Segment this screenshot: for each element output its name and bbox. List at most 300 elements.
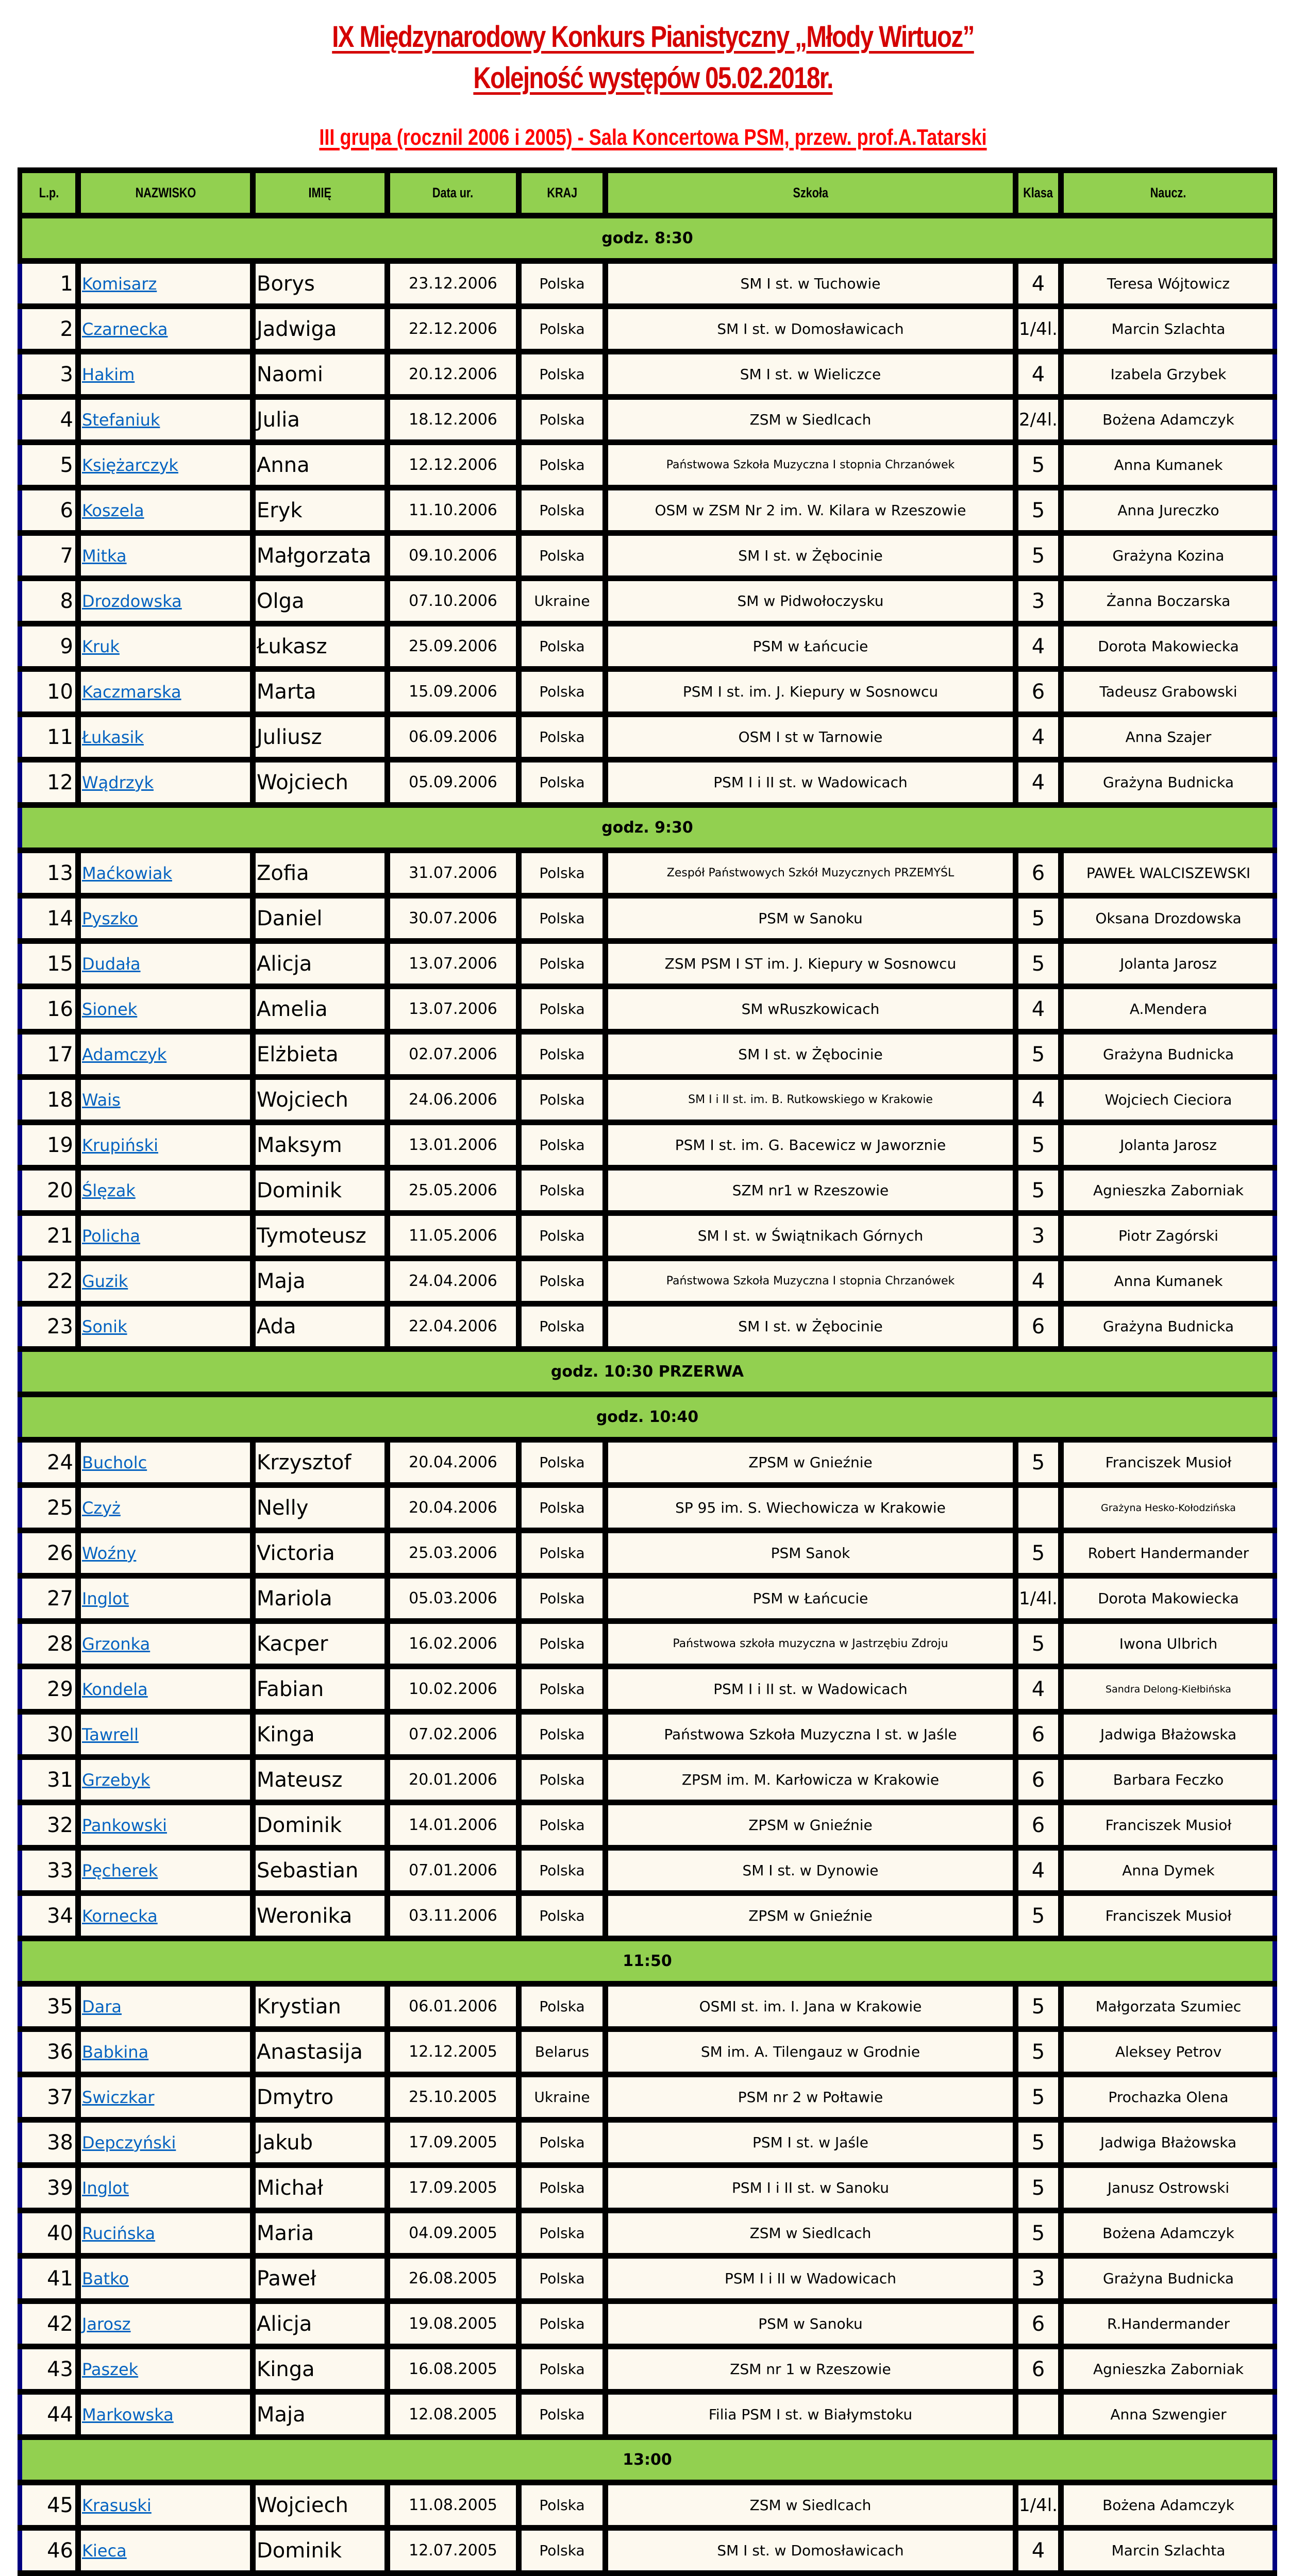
cell-nauczyciel-text: Sandra Delong-Kiełbińska: [1106, 1683, 1231, 1695]
surname-link[interactable]: Grzonka: [82, 1634, 150, 1654]
cell-szkola: [608, 2032, 1013, 2072]
cell-szkola: [608, 400, 1013, 439]
cell-klasa-text: 5: [1031, 1133, 1045, 1157]
cell-klasa: [1018, 717, 1058, 757]
cell-data-ur: [390, 1669, 516, 1709]
surname-link[interactable]: Wais: [82, 1090, 121, 1110]
cell-imie-text: Marta: [257, 680, 316, 704]
cell-nazwisko: [81, 309, 250, 349]
cell-nazwisko: [81, 853, 250, 893]
cell-data-ur-text: 13.07.2006: [409, 955, 497, 973]
header-data: Data ur.: [390, 173, 516, 213]
cell-nauczyciel-text: Grażyna Budnicka: [1103, 774, 1234, 791]
section-label: godz. 10:30 PRZERWA: [22, 1352, 1272, 1392]
cell-lp: [22, 2213, 75, 2253]
cell-klasa-text: 5: [1031, 952, 1045, 976]
surname-link[interactable]: Koszela: [82, 500, 144, 520]
cell-kraj-text: Polska: [539, 683, 585, 700]
cell-klasa-text: 1/4l.: [1019, 1588, 1058, 1609]
cell-kraj: [522, 1443, 602, 1482]
surname-link[interactable]: Paszek: [82, 2359, 139, 2379]
table-row: [18, 445, 1277, 490]
cell-nauczyciel: [1064, 1171, 1273, 1210]
cell-klasa: [1018, 1443, 1058, 1482]
cell-szkola: [608, 1307, 1013, 1346]
cell-lp-text: 44: [47, 2402, 73, 2427]
table-row: [18, 536, 1277, 581]
cell-kraj-text: Polska: [539, 1771, 585, 1788]
cell-kraj-text: Polska: [539, 910, 585, 927]
cell-kraj: [522, 536, 602, 575]
surname-link[interactable]: Pankowski: [82, 1815, 167, 1835]
surname-link[interactable]: Depczyński: [82, 2132, 176, 2153]
cell-nazwisko: [81, 1760, 250, 1800]
cell-klasa: [1018, 1035, 1058, 1074]
cell-nauczyciel-text: Agnieszka Zaborniak: [1093, 1182, 1244, 1199]
cell-imie: [256, 1715, 384, 1754]
cell-lp-text: 45: [47, 2493, 73, 2517]
cell-data-ur: [390, 672, 516, 711]
cell-imie-text: Weronika: [257, 1904, 353, 1928]
cell-nauczyciel: [1064, 1805, 1273, 1845]
cell-szkola: [608, 1624, 1013, 1664]
table-row: [18, 1851, 1277, 1896]
cell-szkola: [608, 2304, 1013, 2344]
cell-lp: [22, 1760, 75, 1800]
surname-link[interactable]: Batko: [82, 2268, 129, 2289]
cell-data-ur: [390, 264, 516, 303]
table-row: [18, 672, 1277, 717]
cell-klasa: [1018, 2349, 1058, 2389]
table-row: [18, 1488, 1277, 1533]
cell-klasa: [1018, 1125, 1058, 1165]
cell-lp: [22, 1216, 75, 1256]
cell-nazwisko: [81, 1987, 250, 2026]
cell-klasa: [1018, 1261, 1058, 1301]
header-imie: IMIĘ: [256, 173, 384, 213]
cell-imie: [256, 899, 384, 938]
table-row: [18, 1171, 1277, 1216]
cell-imie: [256, 1851, 384, 1890]
cell-kraj-text: Polska: [539, 955, 585, 972]
cell-nazwisko: [81, 1080, 250, 1120]
surname-link[interactable]: Komisarz: [82, 274, 157, 294]
table-row: [18, 2395, 1277, 2440]
cell-nauczyciel-text: Oksana Drozdowska: [1095, 910, 1242, 927]
cell-nazwisko: [81, 2485, 250, 2525]
cell-lp: [22, 1805, 75, 1845]
cell-klasa: [1018, 2485, 1058, 2525]
cell-kraj-text: Polska: [539, 2406, 585, 2423]
surname-link[interactable]: Drozdowska: [82, 591, 182, 611]
cell-lp: [22, 1261, 75, 1301]
cell-imie-text: Łukasz: [257, 634, 327, 658]
cell-lp: [22, 2349, 75, 2389]
cell-nazwisko: [81, 1896, 250, 1936]
header-naucz: Naucz.: [1064, 173, 1273, 213]
cell-kraj: [522, 354, 602, 394]
cell-data-ur: [390, 1533, 516, 1573]
cell-nazwisko: [81, 1624, 250, 1664]
cell-szkola-text: ZSM w Siedlcach: [749, 2225, 872, 2242]
cell-data-ur: [390, 2077, 516, 2117]
cell-imie-text: Dominik: [257, 2538, 342, 2563]
cell-klasa-text: 5: [1031, 1904, 1045, 1928]
surname-link[interactable]: Grzebyk: [82, 1770, 150, 1790]
cell-klasa: [1018, 2032, 1058, 2072]
cell-klasa: [1018, 1579, 1058, 1618]
cell-nazwisko: [81, 762, 250, 802]
cell-imie: [256, 309, 384, 349]
cell-kraj-text: Polska: [539, 1137, 585, 1154]
cell-nauczyciel: [1064, 354, 1273, 394]
cell-klasa: [1018, 899, 1058, 938]
cell-klasa: [1018, 989, 1058, 1029]
cell-lp-text: 13: [47, 861, 73, 885]
cell-data-ur: [390, 1307, 516, 1346]
cell-data-ur: [390, 2349, 516, 2389]
cell-szkola: [608, 2213, 1013, 2253]
cell-kraj: [522, 1171, 602, 1210]
cell-klasa-text: 5: [1031, 1541, 1045, 1565]
cell-klasa: [1018, 309, 1058, 349]
cell-lp-text: 24: [47, 1450, 73, 1475]
cell-klasa-text: 5: [1031, 498, 1045, 522]
cell-imie: [256, 1080, 384, 1120]
cell-data-ur-text: 18.12.2006: [409, 411, 497, 429]
cell-imie-text: Dominik: [257, 1813, 342, 1837]
cell-klasa-text: 4: [1031, 272, 1045, 296]
cell-imie-text: Kinga: [257, 2357, 315, 2381]
surname-link[interactable]: Czarnecka: [82, 319, 168, 339]
cell-kraj: [522, 1488, 602, 1528]
cell-nauczyciel: [1064, 989, 1273, 1029]
cell-szkola: [608, 581, 1013, 621]
cell-data-ur-text: 22.04.2006: [409, 1317, 497, 1335]
cell-nauczyciel: [1064, 2077, 1273, 2117]
surname-link[interactable]: Babkina: [82, 2042, 149, 2062]
cell-lp-text: 40: [47, 2221, 73, 2245]
cell-nauczyciel: [1064, 2349, 1273, 2389]
cell-klasa-text: 5: [1031, 2085, 1045, 2109]
cell-kraj: [522, 445, 602, 485]
cell-szkola: [608, 2123, 1013, 2162]
header-lp: L.p.: [22, 173, 75, 213]
cell-nazwisko: [81, 445, 250, 485]
cell-kraj-text: Polska: [539, 1590, 585, 1607]
surname-link[interactable]: Maćkowiak: [82, 863, 172, 883]
table-row: [18, 2531, 1277, 2576]
surname-link[interactable]: Sonik: [82, 1316, 127, 1336]
cell-nauczyciel-text: Grażyna Hesko-Kołodzińska: [1101, 1502, 1236, 1514]
cell-imie-text: Olga: [257, 589, 305, 613]
cell-szkola-text: PSM Sanok: [771, 1545, 850, 1562]
cell-imie: [256, 944, 384, 984]
cell-kraj-text: Polska: [539, 1182, 585, 1199]
surname-link[interactable]: Guzik: [82, 1271, 128, 1291]
cell-szkola-text: Zespół Państwowych Szkół Muzycznych PRZEMYŚL: [666, 867, 955, 879]
cell-imie: [256, 1125, 384, 1165]
cell-data-ur: [390, 899, 516, 938]
cell-klasa: [1018, 1216, 1058, 1256]
cell-nazwisko: [81, 944, 250, 984]
table-row: [18, 2168, 1277, 2213]
cell-szkola: [608, 762, 1013, 802]
table-row: [18, 581, 1277, 626]
cell-nazwisko: [81, 264, 250, 303]
cell-nauczyciel: [1064, 1307, 1273, 1346]
surname-link[interactable]: Czyż: [82, 1498, 121, 1518]
cell-kraj-text: Polska: [539, 2315, 585, 2332]
cell-lp: [22, 899, 75, 938]
cell-kraj: [522, 1805, 602, 1845]
cell-lp-text: 42: [47, 2312, 73, 2336]
cell-szkola-text: PSM I i II w Wadowicach: [724, 2270, 897, 2287]
table-body: [18, 218, 1277, 2576]
cell-kraj-text: Polska: [539, 638, 585, 655]
surname-link[interactable]: Policha: [82, 1226, 140, 1246]
cell-nazwisko: [81, 400, 250, 439]
cell-kraj: [522, 1579, 602, 1618]
table-row: [18, 2032, 1277, 2077]
table-row: [18, 2259, 1277, 2304]
surname-link[interactable]: Adamczyk: [82, 1044, 167, 1064]
cell-imie-text: Borys: [257, 272, 315, 296]
cell-szkola: [608, 2077, 1013, 2117]
cell-lp-text: 6: [60, 498, 73, 522]
cell-szkola: [608, 672, 1013, 711]
cell-klasa: [1018, 2168, 1058, 2208]
cell-nauczyciel-text: Aleksey Petrov: [1115, 2043, 1222, 2060]
cell-nauczyciel: [1064, 536, 1273, 575]
cell-imie: [256, 1171, 384, 1210]
table-row: [18, 354, 1277, 400]
cell-kraj: [522, 989, 602, 1029]
cell-kraj-text: Polska: [539, 1227, 585, 1244]
cell-nauczyciel: [1064, 944, 1273, 984]
cell-imie-text: Tymoteusz: [257, 1224, 366, 1248]
cell-data-ur: [390, 2395, 516, 2434]
cell-data-ur-text: 14.01.2006: [409, 1816, 497, 1834]
surname-link[interactable]: Kaczmarska: [82, 682, 181, 702]
cell-szkola: [608, 2259, 1013, 2298]
section-time-header: [18, 1352, 1277, 1397]
cell-klasa-text: 5: [1031, 1632, 1045, 1656]
cell-kraj: [522, 400, 602, 439]
surname-link[interactable]: Mitka: [82, 546, 127, 566]
cell-klasa: [1018, 1533, 1058, 1573]
cell-szkola-text: SM I st. w Dynowie: [742, 1862, 879, 1879]
cell-lp-text: 8: [60, 589, 73, 613]
surname-link[interactable]: Rucińska: [82, 2223, 156, 2243]
cell-kraj: [522, 1760, 602, 1800]
cell-imie: [256, 1488, 384, 1528]
cell-nauczyciel: [1064, 1488, 1273, 1528]
cell-nauczyciel-text: Anna Jureczko: [1117, 502, 1219, 519]
surname-link[interactable]: Pęcherek: [82, 1860, 158, 1880]
cell-data-ur: [390, 490, 516, 530]
cell-szkola-text: PSM I i II st. w Wadowicach: [713, 1681, 908, 1698]
cell-nauczyciel: [1064, 2259, 1273, 2298]
title-competition: IX Międzynarodowy Konkurs Pianistyczny „Młody Wirtuoz”: [332, 20, 974, 54]
cell-imie-text: Jakub: [257, 2130, 313, 2155]
surname-link[interactable]: Kieca: [82, 2540, 127, 2561]
surname-link[interactable]: Bucholc: [82, 1452, 147, 1472]
table-row: [18, 400, 1277, 445]
surname-link[interactable]: Kornecka: [82, 1906, 158, 1926]
cell-imie-text: Sebastian: [257, 1858, 359, 1883]
cell-nauczyciel: [1064, 1261, 1273, 1301]
cell-kraj: [522, 717, 602, 757]
cell-nauczyciel-text: A.Mendera: [1129, 1001, 1208, 1018]
cell-kraj-text: Polska: [539, 456, 585, 473]
cell-kraj-text: Polska: [539, 1046, 585, 1063]
cell-data-ur: [390, 2531, 516, 2570]
cell-data-ur-text: 24.04.2006: [409, 1272, 497, 1290]
surname-link[interactable]: Stefaniuk: [82, 410, 160, 430]
surname-link[interactable]: Krasuski: [82, 2495, 152, 2515]
cell-klasa-text: 2/4l.: [1019, 409, 1058, 430]
surname-link[interactable]: Markowska: [82, 2404, 174, 2425]
cell-kraj-text: Polska: [539, 320, 585, 337]
cell-klasa-text: 5: [1031, 2176, 1045, 2200]
cell-kraj: [522, 2531, 602, 2570]
cell-lp: [22, 490, 75, 530]
cell-nazwisko: [81, 1261, 250, 1301]
cell-nazwisko: [81, 1669, 250, 1709]
section-label: godz. 10:40: [22, 1397, 1272, 1437]
cell-kraj-text: Ukraine: [534, 2089, 590, 2106]
section-time-header: [18, 1941, 1277, 1987]
cell-nauczyciel-text: Jadwiga Błażowska: [1100, 1726, 1237, 1743]
cell-nazwisko: [81, 354, 250, 394]
surname-link[interactable]: Inglot: [82, 2178, 129, 2198]
cell-szkola: [608, 1760, 1013, 1800]
cell-lp: [22, 2123, 75, 2162]
cell-lp-text: 43: [47, 2357, 73, 2381]
cell-kraj: [522, 1533, 602, 1573]
cell-szkola: [608, 989, 1013, 1029]
cell-lp-text: 34: [47, 1904, 73, 1928]
cell-imie-text: Nelly: [257, 1496, 309, 1520]
cell-imie-text: Maksym: [257, 1133, 342, 1157]
cell-imie-text: Wojciech: [257, 2493, 348, 2517]
surname-link[interactable]: Inglot: [82, 1588, 129, 1608]
cell-data-ur: [390, 581, 516, 621]
table-row: [18, 626, 1277, 672]
cell-data-ur-text: 02.07.2006: [409, 1045, 497, 1063]
surname-link[interactable]: Dudała: [82, 954, 141, 974]
cell-szkola-text: SM I st. w Żębocinie: [738, 547, 883, 564]
surname-link[interactable]: Wądrzyk: [82, 772, 154, 792]
surname-link[interactable]: Tawrell: [82, 1724, 139, 1744]
cell-kraj-text: Polska: [539, 2270, 585, 2287]
surname-link[interactable]: Kruk: [82, 636, 120, 656]
cell-nauczyciel-text: Iwona Ulbrich: [1119, 1635, 1218, 1652]
cell-nauczyciel: [1064, 2123, 1273, 2162]
table-row: [18, 1261, 1277, 1307]
surname-link[interactable]: Łukasik: [82, 727, 144, 747]
surname-link[interactable]: Kondela: [82, 1679, 148, 1699]
surname-link[interactable]: Ślęzak: [82, 1180, 136, 1200]
cell-lp-text: 3: [60, 362, 73, 386]
surname-link[interactable]: Pyszko: [82, 908, 138, 928]
cell-lp: [22, 2531, 75, 2570]
cell-kraj-text: Polska: [539, 1499, 585, 1516]
cell-szkola: [608, 1443, 1013, 1482]
cell-szkola-text: Państwowa szkoła muzyczna w Jastrzębiu Zdroju: [673, 1637, 948, 1650]
cell-klasa: [1018, 1080, 1058, 1120]
cell-klasa-text: 4: [1031, 1088, 1045, 1112]
surname-link[interactable]: Hakim: [82, 364, 135, 384]
surname-link[interactable]: Dara: [82, 1996, 122, 2016]
cell-szkola: [608, 2485, 1013, 2525]
cell-klasa: [1018, 2259, 1058, 2298]
surname-link[interactable]: Krupiński: [82, 1135, 158, 1155]
cell-klasa: [1018, 1171, 1058, 1210]
cell-data-ur-text: 20.04.2006: [409, 1453, 497, 1471]
cell-lp-text: 18: [47, 1088, 73, 1112]
cell-nauczyciel-text: Teresa Wójtowicz: [1107, 275, 1230, 292]
cell-lp-text: 37: [47, 2085, 73, 2109]
cell-nauczyciel-text: Bożena Adamczyk: [1102, 2497, 1234, 2514]
surname-link[interactable]: Woźny: [82, 1543, 137, 1563]
surname-link[interactable]: Sionek: [82, 999, 138, 1019]
cell-kraj-text: Polska: [539, 366, 585, 383]
cell-kraj: [522, 2032, 602, 2072]
cell-lp: [22, 1307, 75, 1346]
cell-szkola: [608, 1987, 1013, 2026]
cell-szkola-text: ZSM w Siedlcach: [749, 411, 872, 428]
cell-kraj-text: Polska: [539, 411, 585, 428]
cell-kraj-text: Polska: [539, 1817, 585, 1834]
table-row: [18, 1080, 1277, 1125]
cell-imie-text: Kacper: [257, 1632, 328, 1656]
cell-kraj: [522, 581, 602, 621]
cell-data-ur-text: 22.12.2006: [409, 320, 497, 338]
surname-link[interactable]: Swiczkar: [82, 2087, 155, 2107]
cell-nauczyciel-text: R.Handermander: [1107, 2315, 1230, 2332]
surname-link[interactable]: Jarosz: [82, 2314, 131, 2334]
cell-data-ur-text: 11.05.2006: [409, 1227, 497, 1245]
cell-lp: [22, 2077, 75, 2117]
cell-nazwisko: [81, 1307, 250, 1346]
cell-kraj: [522, 1216, 602, 1256]
cell-imie: [256, 536, 384, 575]
cell-imie-text: Kinga: [257, 1722, 315, 1747]
cell-kraj-text: Ukraine: [534, 592, 590, 609]
cell-nauczyciel-text: Izabela Grzybek: [1110, 366, 1227, 383]
surname-link[interactable]: Księżarczyk: [82, 455, 178, 475]
cell-klasa-text: 5: [1031, 1450, 1045, 1475]
cell-klasa-text: 3: [1031, 589, 1045, 613]
cell-nauczyciel-text: Tadeusz Grabowski: [1099, 683, 1237, 700]
cell-kraj: [522, 2395, 602, 2434]
cell-lp: [22, 1171, 75, 1210]
cell-data-ur: [390, 1624, 516, 1664]
cell-szkola: [608, 899, 1013, 938]
cell-szkola-text: OSM w ZSM Nr 2 im. W. Kilara w Rzeszowie: [655, 502, 966, 519]
cell-szkola-text: SM I st. w Żębocinie: [738, 1318, 883, 1335]
cell-data-ur-text: 17.09.2005: [409, 2133, 497, 2151]
cell-imie: [256, 1579, 384, 1618]
cell-klasa: [1018, 1760, 1058, 1800]
cell-lp: [22, 1080, 75, 1120]
section-label: godz. 9:30: [22, 808, 1272, 848]
table-row: [18, 2213, 1277, 2259]
cell-lp-text: 39: [47, 2176, 73, 2200]
cell-kraj-text: Polska: [539, 1862, 585, 1879]
